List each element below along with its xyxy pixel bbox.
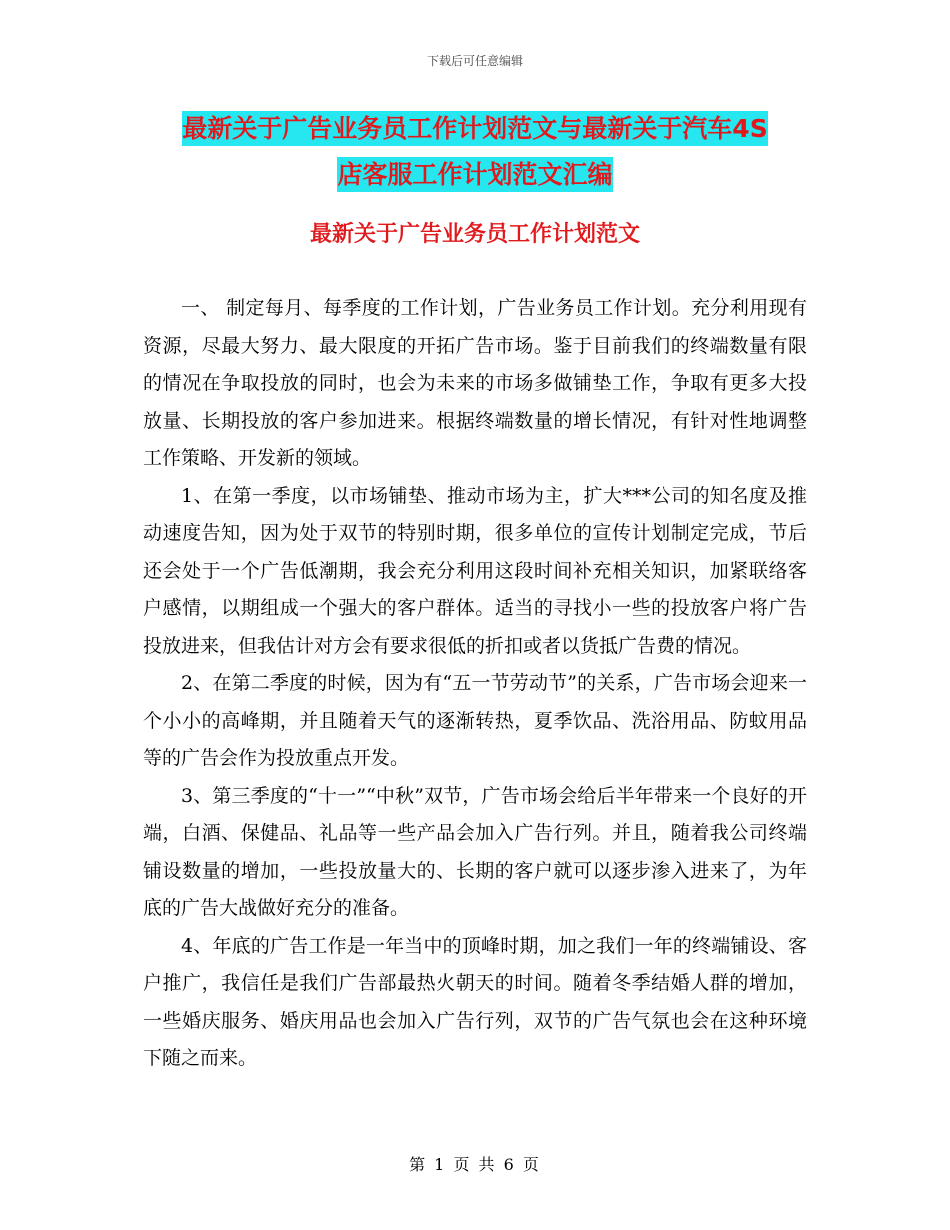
body-paragraph-3: 2、在第二季度的时候，因为有“五一节劳动节”的关系，广告市场会迎来一个小小的高峰期，并且随着天气的逐渐转热，夏季饮品、洗浴用品、防蚊用品等的广告会作为投放重点开发。 bbox=[143, 672, 807, 769]
page-header-note: 下载后可任意编辑 bbox=[426, 54, 523, 68]
body-paragraph-2: 1、在第一季度，以市场铺垫、推动市场为主，扩大***公司的知名度及推动速度告知，因为处于双节的特别时期，很多单位的宣传计划制定完成，节后还会处于一个广告低潮期，我会充分利用这段时间补充相关知识，加紧联络客户感情，以期组成一个强大的客户群体。适当的寻找小一些的投放客户将广告投放进来，但我估计对方会有要求很低的折扣或者以货抵广告费的情况。 bbox=[143, 484, 807, 657]
document-title-line-1: 最新关于广告业务员工作计划范文与最新关于汽车4S bbox=[182, 111, 767, 146]
document-body bbox=[143, 290, 807, 1078]
section-title: 最新关于广告业务员工作计划范文 bbox=[309, 222, 640, 247]
page-footer: 第 1 页 共 6 页 bbox=[409, 1155, 541, 1174]
document-title bbox=[0, 106, 950, 198]
body-paragraph-5: 4、年底的广告工作是一年当中的顶峰时期，加之我们一年的终端铺设、客户推广，我信任是我们广告部最热火朝天的时间。随着冬季结婚人群的增加，一些婚庆服务、婚庆用品也会加入广告行列，双节的广告气氛也会在这种环境下随之而来。 bbox=[143, 934, 807, 1069]
body-paragraph-4: 3、第三季度的“十一”“中秋”双节，广告市场会给后半年带来一个良好的开端，白酒、保健品、礼品等一些产品会加入广告行列。并且，随着我公司终端铺设数量的增加，一些投放量大的、长期的客户就可以逐步渗入进来了，为年底的广告大战做好充分的准备。 bbox=[143, 784, 807, 919]
document-title-line-2: 店客服工作计划范文汇编 bbox=[337, 157, 612, 192]
body-paragraph-1: 一、 制定每月、每季度的工作计划，广告业务员工作计划。充分利用现有资源，尽最大努力、最大限度的开拓广告市场。鉴于目前我们的终端数量有限的情况在争取投放的同时，也会为未来的市场多做铺垫工作，争取有更多大投放量、长期投放的客户参加进来。根据终端数量的增长情况，有针对性地调整工作策略、开发新的领域。 bbox=[143, 297, 807, 469]
